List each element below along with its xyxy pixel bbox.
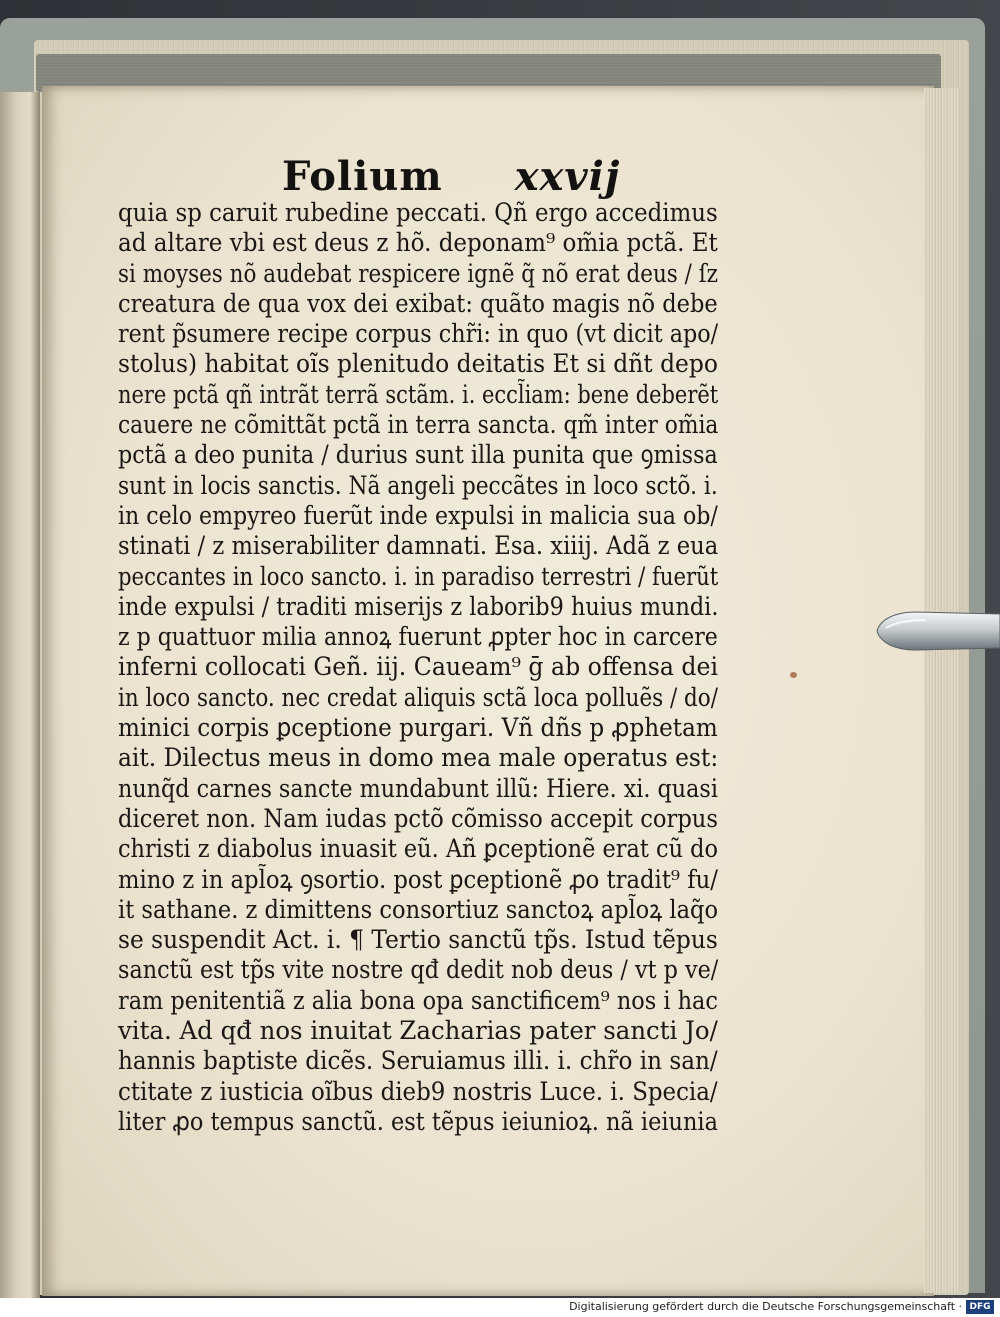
text-line: inferni collocati Geñ. iij. Caueam⁹ ḡ ab offensa dei <box>118 652 719 682</box>
text-line: pctã a deo punita / durius sunt illa punita que ꝯmissa <box>118 440 718 470</box>
text-line: z p quattuor milia annoꝝ fuerunt ꝓpter hoc in carcere <box>118 622 718 652</box>
text-line: inde expulsi / traditi miserijs z laborib9 huius mundi. <box>118 591 719 621</box>
text-line: mino z in apl̃oꝝ ꝯsortio. post ꝑceptionẽ ꝓo tradit⁹ fu/ <box>118 864 718 894</box>
footer-bar <box>0 1298 1000 1317</box>
text-line: nunq̃d carnes sancte mundabunt illũ: Hiere. xi. quasi <box>118 773 718 803</box>
text-line: ram penitentiã z alia bona opa sanctificem⁹ nos i hac <box>118 985 718 1015</box>
text-line: liter ꝓo tempus sanctũ. est tẽpus ieiunioꝝ. nã ieiunia <box>118 1106 718 1136</box>
folio-number: xxvij <box>514 153 621 200</box>
text-line: in celo empyreo fuerũt inde expulsi in malicia sua ob/ <box>118 500 718 530</box>
text-line: christi z diabolus inuasit eũ. Añ ꝑceptionẽ erat cũ do <box>118 834 718 864</box>
text-line: diceret non. Nam iudas pctõ cõmisso accepit corpus <box>118 803 718 833</box>
folio-heading <box>282 140 621 200</box>
text-line: ait. Dilectus meus in domo mea male operatus est: <box>118 743 719 773</box>
text-line: nere pctã qñ intrãt terrã sctãm. i. eccl̃iam: bene deberẽt <box>118 379 719 409</box>
text-line: cauere ne cõmittãt pctã in terra sancta. qm̃ inter om̃ia <box>118 410 719 440</box>
text-line: stolus) habitat oĩs plenitudo deitatis Et si dñt depo <box>118 349 718 379</box>
heading-word: Folium <box>282 153 443 200</box>
text-line: si moyses nõ audebat respicere ignẽ q̃ nõ erat deus / ſz <box>118 258 718 288</box>
text-line: quia sp caruit rubedine peccati. Qñ ergo accedimus <box>118 198 718 227</box>
text-line: rent p̃sumere recipe corpus chr̃i: in quo (vt dicit apo/ <box>118 319 719 349</box>
text-line: peccantes in loco sancto. i. in paradiso terrestri / fuerũt <box>118 561 719 591</box>
text-line: it sathane. z dimittens consortiuz sanctoꝝ apl̃oꝝ laq̃o <box>118 894 719 924</box>
funding-credit: Digitalisierung gefördert durch die Deutsche Forschungsgemeinschaft · <box>569 1300 962 1313</box>
text-line: minici corpis ꝑceptione purgari. Vñ dñs p ꝓphetam <box>118 713 718 743</box>
text-line: sunt in locis sanctis. Nã angeli peccãtes in loco sctõ. i. <box>118 470 718 500</box>
page-fore-edge <box>924 88 960 1293</box>
text-line: vita. Ad qđ nos inuitat Zacharias pater sancti Jo/ <box>118 1016 718 1046</box>
text-line: ctitate z iusticia oĩbus dieb9 nostris Luce. i. Specia/ <box>118 1076 718 1106</box>
text-line: in loco sancto. nec credat aliquis sctã loca polluẽs / do/ <box>118 682 718 712</box>
dfg-logo: DFG <box>966 1300 994 1314</box>
pointer-stick-icon <box>876 606 1000 656</box>
text-line: se suspendit Act. i. ¶ Tertio sanctũ tp̃s. Istud tẽpus <box>118 925 718 955</box>
text-line: hannis baptiste dicẽs. Seruiamus illi. i. chr̃o in san/ <box>118 1046 718 1076</box>
left-page-curl <box>0 92 40 1298</box>
text-line: ad altare vbi est deus z hõ. deponam⁹ om̃ia pctã. Et <box>118 228 718 258</box>
text-line: creatura de qua vox dei exibat: quãto magis nõ debe <box>118 288 718 318</box>
text-line: stinati / z miserabiliter damnati. Esa. xiiij. Adã z eua <box>118 531 719 561</box>
body-text <box>118 198 718 1137</box>
paper-stain <box>790 672 797 678</box>
text-line: sanctũ est tp̃s vite nostre qđ dedit nob deus / vt p ve/ <box>118 955 719 985</box>
